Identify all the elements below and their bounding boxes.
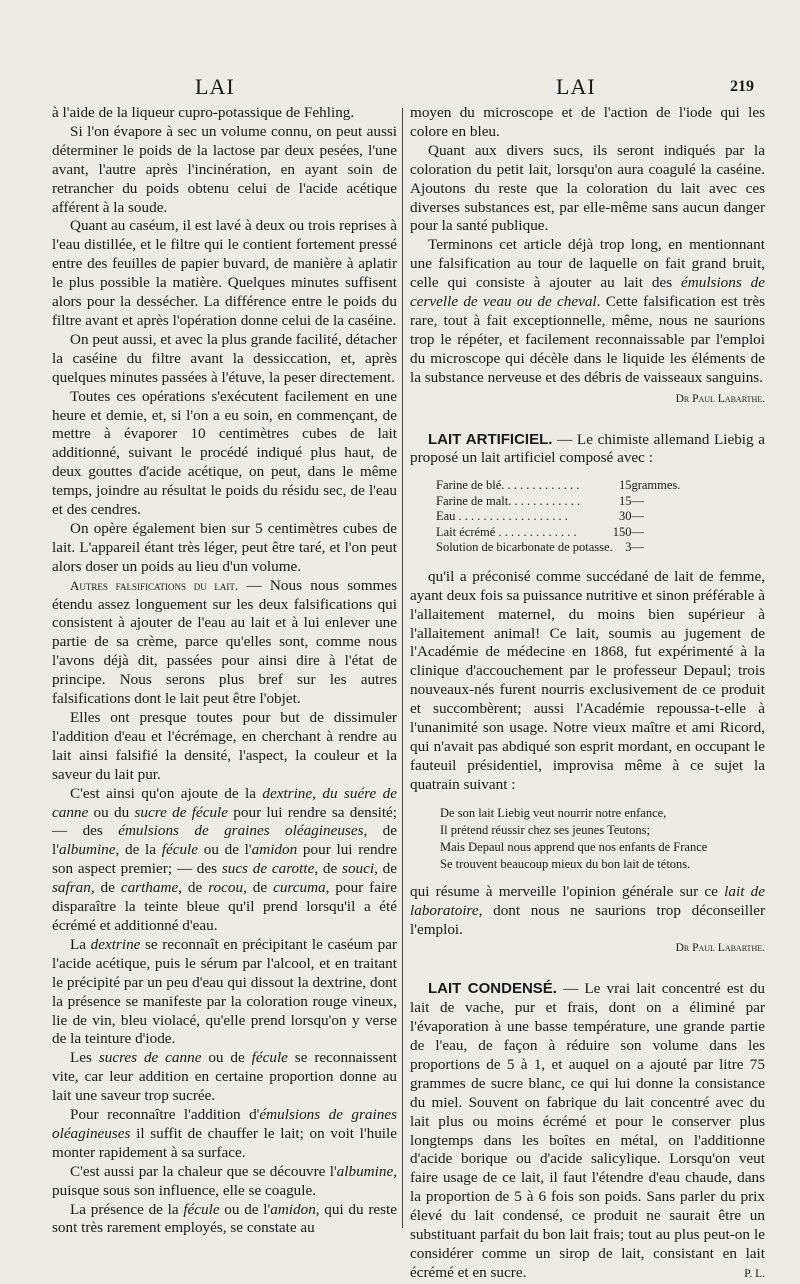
- left-column: [52, 104, 397, 1238]
- recipe-unit: —: [631, 493, 644, 508]
- poem-line: De son lait Liebig veut nourrir notre enfance,: [440, 805, 667, 820]
- paragraph: qu'il a préconisé comme succédané de lait de femme, ayant deux fois sa puissance nutritive et sinon préférable à l'allaitement maternel, du moins bien supérieur à l'allaitement animal! Ce lait, soumis au jugement de l'Académie de médecine en 1868, fut expérimenté à la clinique d'accouchement par le professeur Depaul; trois nouveaux-nés furent nourris exclusivement de ce produit et succombèrent; aussi l'Académie repoussa-t-elle à l'unanimité son usage. Notre vieux maître et ami Ricord, qui n'avait pas abdiqué son esprit mordant, en occupant le fauteuil présidentiel, improvisa même à ce sujet la quatrain suivant :: [410, 567, 765, 793]
- entry-lait-artificiel: LAIT ARTIFICIEL. — Le chimiste allemand Liebig a proposé un lait artificiel composé avec :: [410, 430, 765, 467]
- entry-title: LAIT ARTIFICIEL.: [428, 430, 553, 448]
- page-number: 219: [730, 78, 754, 95]
- quatrain: [440, 805, 765, 873]
- recipe-row: [436, 525, 680, 541]
- recipe-table: [436, 478, 680, 556]
- paragraph: Si l'on évapore à sec un volume connu, on peut aussi déterminer le poids de la lactose par deux pesées, l'une avant, l'autre après l'incinération, en ayant soin de retrancher du poids obtenu celui de l'acide acétique afférent à la soude.: [52, 122, 397, 216]
- recipe-row: [436, 540, 680, 556]
- right-column: [410, 104, 765, 1284]
- poem-line: Mais Depaul nous apprend que nos enfants de France: [440, 839, 708, 854]
- poem-line: Il prétend réussir chez ses jeunes Teutons;: [440, 822, 650, 837]
- recipe-name: Farine de blé. . . . . . . . . . . . .: [436, 478, 580, 493]
- paragraph: On peut aussi, et avec la plus grande facilité, détacher la caséine du filtre avant la dessiccation, et, après quelques minutes passées à l'étuve, la peser directement.: [52, 330, 397, 386]
- recipe-qty: 30: [618, 509, 632, 524]
- recipe-name: Farine de malt. . . . . . . . . . . .: [436, 493, 581, 508]
- recipe-name: Solution de bicarbonate de potasse.: [436, 540, 613, 555]
- author-initials: P. L.: [744, 1267, 765, 1280]
- recipe-name: Lait écrémé . . . . . . . . . . . . .: [436, 524, 577, 539]
- paragraph: La présence de la fécule ou de l'amidon, qui du reste sont très rarement employés, se constate au: [52, 1200, 397, 1237]
- recipe-row: [436, 509, 680, 525]
- recipe-qty: 15: [618, 493, 632, 508]
- recipe-qty: 3: [625, 540, 632, 555]
- paragraph: Toutes ces opérations s'exécutent facilement en une heure et demie, et, si l'on a eu soin, en commençant, de mettre à évaporer 10 centimètres cubes de lait additionné, suivant le procédé indiqué plus haut, de deux gouttes d'acide acétique, on peut, dans le même temps, joindre au résultat le poids du résidu sec, de l'eau et des cendres.: [52, 387, 397, 519]
- recipe-name: Eau . . . . . . . . . . . . . . . . . .: [436, 509, 568, 524]
- section-heading: Autres falsifications du lait.: [70, 577, 239, 593]
- running-head-left: LAI: [195, 74, 235, 99]
- paragraph: Terminons cet article déjà trop long, en mentionnant une falsification au tour de laquelle on fait grand bruit, celle qui consiste à ajouter au lait des émulsions de cervelle de veau ou de cheval. Cette falsification est très rare, tout à fait exceptionnelle, même, nous ne saurions trop le répéter, et facilement reconnaissable par l'emploi du microscope qui décèle dans le liquide les éléments de la substance nerveuse et des débris de vaisseaux sanguins.: [410, 236, 765, 386]
- entry-lait-condense: LAIT CONDENSÉ. — Le vrai lait concentré est du lait de vache, pur et frais, dont on a éliminé par l'évaporation à une basse température, une grande partie de l'eau, de façon à réduire son volume dans les proportions de 5 à 1, et auquel on a ajouté par litre 75 grammes de sucre blanc, ce qui lui donne la consistance du miel. Souvent on fabrique du lait concentré avec du lait plus ou moins écrémé et pour le conserver plus longtemps dans les boîtes en métal, on l'additionne d'acide borique ou d'acide salicylique. Lorsqu'on veut faire usage de ce lait, il faut l'étendre d'eau chaude, dans la proportion de 5 à 6 fois son poids. Sans parler du prix élevé du lait condensé, ce produit ne saurait être un substituant parfait du bon lait frais; tout au plus peut-on le considérer comme un sirop de lait, consistant en lait écrémé et en sucre.: [410, 980, 765, 1281]
- paragraph: Quant au caséum, il est lavé à deux ou trois reprises à l'eau distillée, et le filtre qui le contient fortement pressé entre des feuilles de papier buvard, de manière à aplatir le plus possible la matière. Quelques minutes suffisent alors pour la dessécher. La différence entre le poids du filtre avant et après l'opération donne celui de la caséine.: [52, 217, 397, 329]
- paragraph: Les sucres de canne ou de fécule se reconnaissent vite, car leur addition en certaine proportion donne au lait une saveur trop sucrée.: [52, 1049, 398, 1105]
- paragraph: Quant aux divers sucs, ils seront indiqués par la coloration du petit lait, lorsqu'on aura coagulé la caséine. Ajoutons du reste que la coloration du lait avec ces diverses substances est, par elle-même sans aucun danger pour la santé publique.: [410, 141, 765, 235]
- recipe-row: [436, 494, 680, 510]
- recipe-qty: 150: [612, 524, 632, 539]
- paragraph: C'est aussi par la chaleur que se découvre l'albumine, puisque sous son influence, elle se coagule.: [52, 1162, 397, 1199]
- paragraph: Pour reconnaître l'addition d'émulsions de graines oléagineuses il suffit de chauffer le lait; on voit l'huile monter rapidement à sa surface.: [52, 1106, 397, 1161]
- paragraph: C'est ainsi qu'on ajoute de la dextrine, du suére de canne ou du sucre de fécule pour lui rendre sa densité; — des émulsions de graines oléagineuses, de l'albumine, de la fécule ou de l'amidon pour lui rendre son aspect premier; — des sucs de carotte, de souci, de safran, de carthame, de rocou, de curcuma, pour faire disparaître la teinte bleue qu'il prend lorsqu'il a été écrémé et additionné d'eau.: [52, 784, 398, 934]
- paragraph: moyen du microscope et de l'action de l'iode qui les colore en bleu.: [410, 104, 765, 140]
- author-signature: Dr Paul Labarthe.: [675, 942, 765, 955]
- recipe-unit: grammes.: [631, 478, 681, 493]
- running-head-right: LAI: [556, 74, 596, 99]
- poem-line: Se trouvent beaucoup mieux du bon lait de tétons.: [440, 856, 691, 871]
- paragraph: Elles ont presque toutes pour but de dissimuler l'addition d'eau et l'écrémage, en cherchant à rendre au lait ainsi falsifié la densité, l'aspect, la couleur et la saveur du lait pur.: [52, 709, 397, 783]
- recipe-row: [436, 478, 680, 494]
- paragraph: Autres falsifications du lait. — Nous nous sommes étendu assez longuement sur les deux falsifications qui consistent à ajouter de l'eau au lait et à lui enlever une partie de sa crème, parce qu'elles sont, comme nous l'avons déjà dit, passées pour ainsi dire à l'état de principe. Nous serons plus bref sur les autres falsifications dont le lait peut être l'objet.: [52, 576, 397, 708]
- paragraph: qui résume à merveille l'opinion générale sur ce lait de laboratoire, dont nous ne saurions trop déconseiller l'emploi.: [410, 882, 766, 938]
- author-signature: Dr Paul Labarthe.: [675, 392, 765, 405]
- entry-title: LAIT CONDENSÉ.: [428, 980, 557, 998]
- recipe-qty: 15: [618, 478, 632, 493]
- recipe-unit: —: [631, 509, 644, 524]
- recipe-unit: —: [631, 540, 644, 555]
- paragraph: La dextrine se reconnaît en précipitant le caséum par l'acide acétique, puis le sérum par l'alcool, et en traitant le précipité par un peu d'eau qui dissout la dextrine, dont la présence se manifeste par la coloration rouge vineux, lie de vin, bleu violacé, qu'elle prend lorsqu'on y verse de la teinture d'iode.: [52, 935, 397, 1048]
- paragraph: à l'aide de la liqueur cupro-potassique de Fehling.: [52, 104, 355, 121]
- paragraph: On opère également bien sur 5 centimètres cubes de lait. L'appareil étant très léger, peut être taré, et l'on peut alors doser un poids au lieu d'un volume.: [52, 519, 397, 575]
- recipe-unit: —: [631, 524, 644, 539]
- column-divider: [402, 108, 403, 1228]
